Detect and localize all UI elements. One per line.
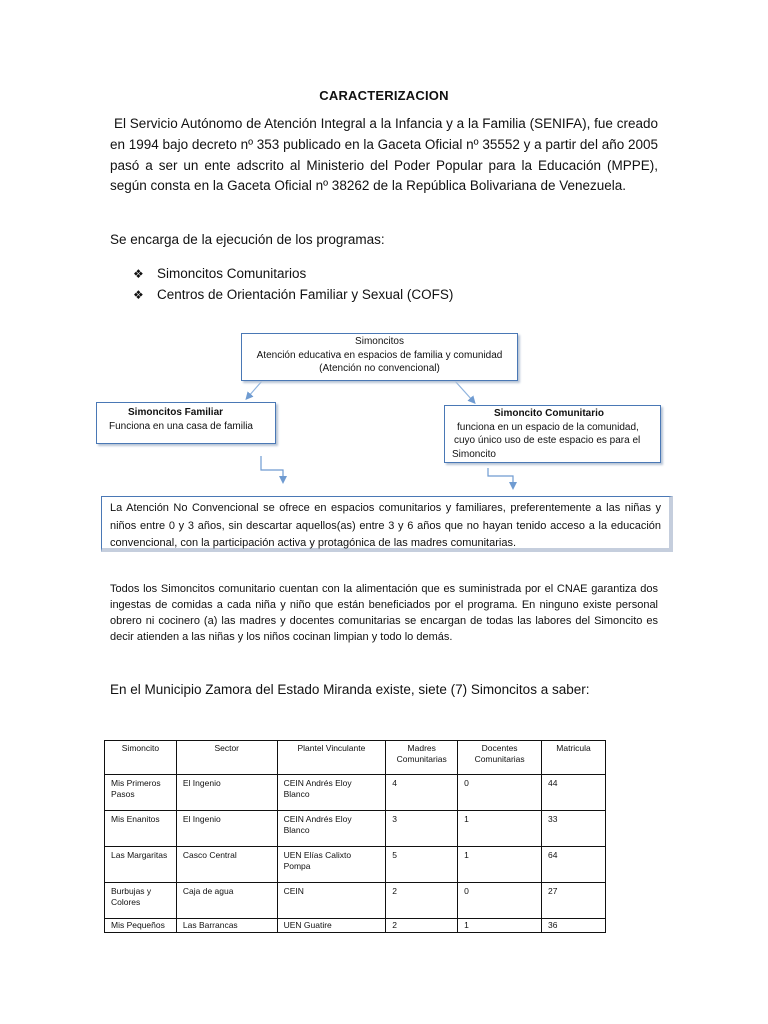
- box-title: Simoncitos Familiar: [128, 407, 224, 418]
- table-row: [105, 775, 606, 811]
- table-cell: El Ingenio: [176, 811, 277, 847]
- table-cell: Las Margaritas: [105, 847, 177, 883]
- programs-lead: Se encarga de la ejecución de los programas:: [110, 232, 385, 247]
- box-title: Simoncitos: [355, 336, 404, 347]
- table-row: [105, 811, 606, 847]
- diagram-box-comunitario: [444, 405, 661, 463]
- table-cell: 2: [386, 919, 458, 933]
- box-line: Funciona en una casa de familia: [109, 420, 253, 432]
- table-cell: 64: [542, 847, 606, 883]
- diagram-box-simoncitos: [241, 333, 518, 381]
- col-header: Docentes Comunitarias: [458, 741, 542, 775]
- table-cell: 0: [458, 883, 542, 919]
- table-cell: 1: [458, 919, 542, 933]
- diamond-bullet-icon: ❖: [133, 288, 144, 302]
- table-cell: UEN Elías Calixto Pompa: [277, 847, 386, 883]
- table-header-row: [105, 741, 606, 775]
- table-cell: 0: [458, 775, 542, 811]
- table-cell: Mis Enanitos: [105, 811, 177, 847]
- arrow-familiar-down: [261, 456, 283, 480]
- table-cell: UEN Guatire: [277, 919, 386, 933]
- col-header: Sector: [176, 741, 277, 775]
- arrow-comunitario-down: [488, 468, 513, 486]
- box-line: cuyo único uso de este espacio es para el: [454, 435, 641, 446]
- alimentacion-paragraph: Todos los Simoncitos comunitario cuentan con la alimentación que es suministrada por el CNAE garantiza dos ingestas de comidas a cada niña y niño que están beneficiados por el programa. En ninguno existe personal obrero ni cocinero (a) las madres y docentes comunitarias se encargan de todas las labores del Simoncito es decir atienden a las niñas y los niños cocinan limpian y todo lo demás.: [110, 583, 658, 643]
- table-cell: 44: [542, 775, 606, 811]
- municipio-heading: En el Municipio Zamora del Estado Miranda existe, siete (7) Simoncitos a saber:: [110, 682, 590, 697]
- note-box: La Atención No Convencional se ofrece en espacios comunitarios y familiares, preferentemente a las niñas y niños entre 0 y 3 años, sin descartar aquellos(as) entre 3 y 6 años que no hayan tenido acceso a la educación convencional, con la participación activa y protagónica de las madres comunitarias.: [101, 496, 673, 552]
- box-line: funciona en un espacio de la comunidad,: [457, 421, 639, 433]
- col-header: Madres Comunitarias: [386, 741, 458, 775]
- col-header: Plantel Vinculante: [277, 741, 386, 775]
- box-title: Simoncito Comunitario: [494, 408, 604, 419]
- table-cell: 33: [542, 811, 606, 847]
- table-cell: 1: [458, 811, 542, 847]
- table-cell: 2: [386, 883, 458, 919]
- table-cell: 3: [386, 811, 458, 847]
- arrow-to-familiar: [248, 381, 262, 397]
- table-cell: CEIN Andrés Eloy Blanco: [277, 775, 386, 811]
- table-cell: CEIN: [277, 883, 386, 919]
- table-cell: Mis Pequeños: [105, 919, 177, 933]
- program-label: Simoncitos Comunitarios: [157, 266, 307, 281]
- arrow-to-comunitario: [455, 381, 473, 401]
- table-cell: 1: [458, 847, 542, 883]
- table-cell: 4: [386, 775, 458, 811]
- box-line: Simoncito: [452, 448, 496, 460]
- col-header: Simoncito: [105, 741, 177, 775]
- table-row: [105, 919, 606, 933]
- table-cell: 27: [542, 883, 606, 919]
- table-cell: Burbujas y Colores: [105, 883, 177, 919]
- col-header: Matricula: [542, 741, 606, 775]
- table-cell: 5: [386, 847, 458, 883]
- diamond-bullet-icon: ❖: [133, 267, 144, 281]
- table-cell: 36: [542, 919, 606, 933]
- simoncitos-table: [104, 740, 606, 933]
- table-cell: El Ingenio: [176, 775, 277, 811]
- diagram-box-familiar: [96, 402, 276, 444]
- table-cell: Caja de agua: [176, 883, 277, 919]
- box-line: (Atención no convencional): [319, 363, 440, 374]
- table-cell: Las Barrancas: [176, 919, 277, 933]
- program-label: Centros de Orientación Familiar y Sexual (COFS): [157, 287, 454, 302]
- table-row: [105, 847, 606, 883]
- table-cell: Casco Central: [176, 847, 277, 883]
- box-line: Atención educativa en espacios de familia y comunidad: [256, 349, 503, 361]
- table-cell: Mis Primeros Pasos: [105, 775, 177, 811]
- intro-paragraph: El Servicio Autónomo de Atención Integral a la Infancia y a la Familia (SENIFA), fue creado en 1994 bajo decreto nº 353 publicado en la Gaceta Oficial nº 35552 y a partir del año 2005 pasó a ser un ente adscrito al Ministerio del Poder Popular para la Educación (MPPE), según consta en la Gaceta Oficial nº 38262 de la República Bolivariana de Venezuela.: [110, 116, 658, 194]
- table-cell: CEIN Andrés Eloy Blanco: [277, 811, 386, 847]
- table-row: [105, 883, 606, 919]
- page-title: CARACTERIZACION: [319, 88, 449, 103]
